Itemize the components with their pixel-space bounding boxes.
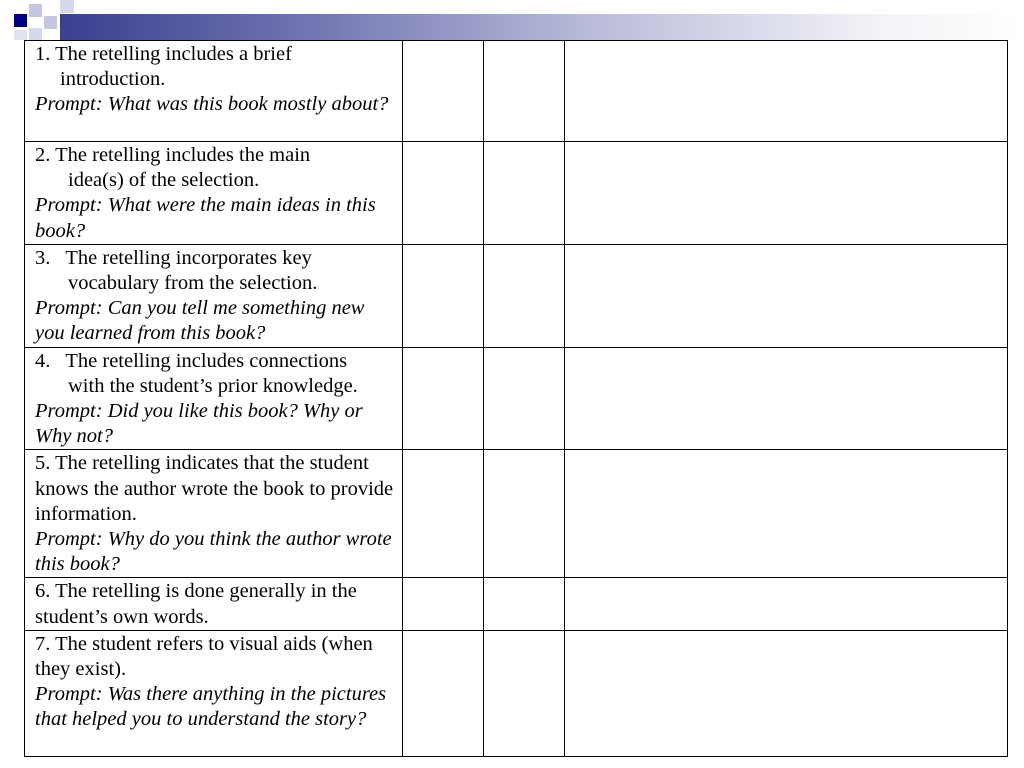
- criterion-text-continued: introduction.: [60, 68, 166, 91]
- notes-cell[interactable]: [565, 347, 1008, 450]
- table-row: [25, 578, 1008, 630]
- retelling-rubric-table: [24, 40, 1008, 757]
- criterion-text: 5. The retelling indicates that the student knows the author wrote the book to provide information.: [35, 452, 394, 525]
- header-gradient-bar: [60, 14, 1024, 40]
- bullet-square-icon: [14, 14, 27, 27]
- criterion-cell: [25, 630, 403, 756]
- criterion-text-continued: with the student’s prior knowledge.: [68, 374, 358, 397]
- score-cell[interactable]: [403, 578, 484, 630]
- criterion-text: 7. The student refers to visual aids (when they exist).: [35, 632, 373, 681]
- prompt-text: Prompt: What were the main ideas in this book?: [35, 194, 376, 242]
- criterion-text-continued: idea(s) of the selection.: [68, 169, 260, 192]
- decorative-square: [29, 28, 42, 40]
- notes-cell[interactable]: [565, 578, 1008, 630]
- prompt-text: Prompt: Why do you think the author wrote this book?: [35, 528, 392, 576]
- decorative-square: [29, 4, 42, 17]
- score-cell[interactable]: [403, 41, 484, 142]
- score-cell[interactable]: [403, 244, 484, 347]
- criterion-cell: [25, 41, 403, 142]
- score-cell[interactable]: [484, 142, 565, 245]
- criterion-text: 2. The retelling includes the main: [35, 144, 311, 166]
- criterion-text: 6. The retelling is done generally in the student’s own words.: [35, 580, 357, 628]
- decorative-square: [44, 16, 57, 29]
- criterion-text: 3. The retelling incorporates key: [35, 246, 312, 269]
- table-row: [25, 244, 1008, 347]
- score-cell[interactable]: [484, 244, 565, 347]
- criterion-cell: [25, 450, 403, 578]
- table-row: [25, 630, 1008, 756]
- prompt-text: Prompt: Was there anything in the pictures that helped you to understand the story?: [35, 683, 387, 731]
- criterion-cell: [25, 347, 403, 450]
- notes-cell[interactable]: [565, 450, 1008, 578]
- table-row: [25, 41, 1008, 142]
- prompt-text: Prompt: What was this book mostly about?: [35, 93, 389, 116]
- score-cell[interactable]: [484, 450, 565, 578]
- table-row: [25, 347, 1008, 450]
- criterion-text: 4. The retelling includes connections: [35, 349, 348, 372]
- criterion-cell: [25, 244, 403, 347]
- score-cell[interactable]: [484, 578, 565, 630]
- criterion-text-continued: vocabulary from the selection.: [68, 272, 318, 295]
- prompt-text: Prompt: Did you like this book? Why or Why not?: [35, 400, 363, 448]
- criterion-text: 1. The retelling includes a brief: [35, 43, 292, 65]
- score-cell[interactable]: [484, 41, 565, 142]
- criterion-cell: [25, 578, 403, 630]
- notes-cell[interactable]: [565, 41, 1008, 142]
- score-cell[interactable]: [484, 630, 565, 756]
- score-cell[interactable]: [403, 142, 484, 245]
- slide-header-decoration: [0, 0, 1024, 40]
- score-cell[interactable]: [403, 450, 484, 578]
- decorative-square: [60, 0, 74, 13]
- score-cell[interactable]: [403, 347, 484, 450]
- table-row: [25, 142, 1008, 245]
- notes-cell[interactable]: [565, 630, 1008, 756]
- decorative-square: [14, 30, 27, 40]
- notes-cell[interactable]: [565, 142, 1008, 245]
- notes-cell[interactable]: [565, 244, 1008, 347]
- prompt-text: Prompt: Can you tell me something new you learned from this book?: [35, 297, 365, 345]
- score-cell[interactable]: [484, 347, 565, 450]
- score-cell[interactable]: [403, 630, 484, 756]
- criterion-cell: [25, 142, 403, 245]
- table-row: [25, 450, 1008, 578]
